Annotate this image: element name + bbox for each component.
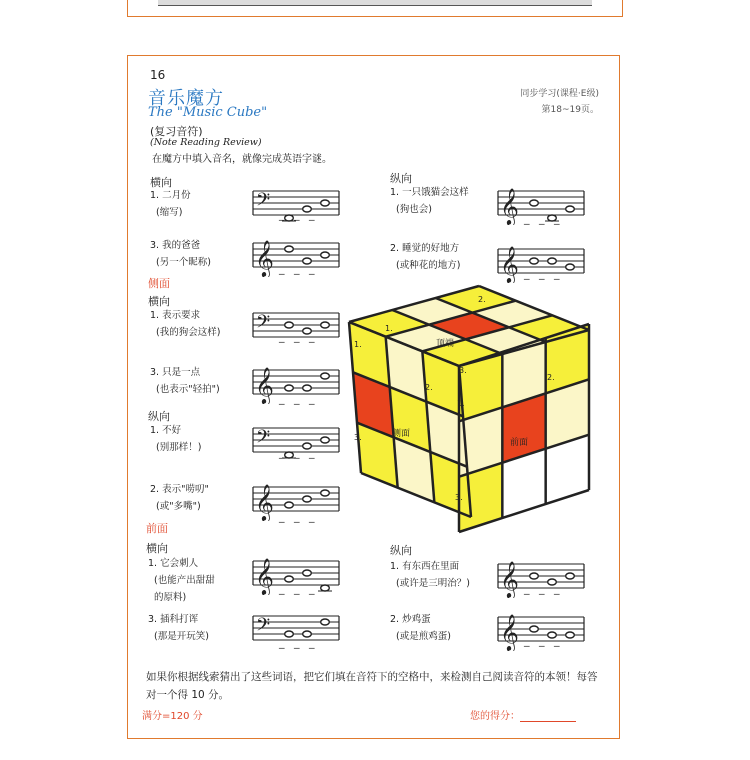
clue-top-down-2 [390, 240, 460, 274]
bass-clef-icon: 𝄢 [256, 615, 271, 640]
whole-note [285, 246, 294, 252]
clue-front-down-1 [390, 558, 470, 592]
clue-side-down-2 [150, 481, 209, 515]
clue-text: 睡觉的好地方 [402, 243, 460, 254]
clue-hint: (那是开玩笑) [154, 631, 209, 642]
answer-blanks[interactable]: _ _ _ [524, 212, 563, 225]
clue-text: 表示"唠叨" [162, 484, 209, 495]
whole-note [566, 573, 575, 579]
instruction: 在魔方中填入音名，就像完成英语字谜。 [152, 154, 332, 165]
clue-front-across-1 [148, 555, 215, 606]
cube-num-top-3: 3. [459, 366, 467, 375]
clue-front-down-2 [390, 611, 451, 645]
treble-clef-icon: 𝄞 [255, 557, 274, 595]
clue-hint: (或"多嘴") [156, 501, 201, 512]
your-score-field[interactable] [520, 711, 576, 722]
answer-blanks[interactable]: _ _ _ [279, 208, 318, 221]
clue-number: 2. [150, 484, 160, 495]
answer-blanks[interactable]: _ _ _ [524, 582, 563, 595]
top-down-heading: 纵向 [390, 172, 412, 185]
clue-number: 1. [390, 561, 400, 572]
clue-hint: (或是煎鸡蛋) [396, 631, 451, 642]
cube-left-label: 侧面 [391, 429, 411, 439]
answer-blanks[interactable]: _ _ _ [279, 446, 318, 459]
cube-num-side-3: 3. [354, 433, 362, 442]
whole-note [566, 632, 575, 638]
whole-note [548, 258, 557, 264]
clue-number: 1. [390, 187, 400, 198]
answer-blanks[interactable]: _ _ _ [524, 634, 563, 647]
previous-page-strip [158, 0, 592, 6]
clue-text: 它会刺人 [160, 558, 199, 569]
clue-text: 只是一点 [162, 367, 201, 378]
cube-num-front-3: 3. [455, 493, 463, 502]
side-section-title: 侧面 [148, 277, 170, 290]
clue-side-across-3 [150, 364, 220, 398]
clue-hint: (或种花的地方) [396, 260, 461, 271]
answer-blanks[interactable]: _ _ _ [279, 510, 318, 523]
page-reference: 第18~19页。 [541, 105, 599, 115]
your-score [470, 707, 576, 722]
whole-note [303, 496, 312, 502]
clue-number: 1. [150, 190, 160, 201]
your-score-label: 您的得分： [470, 711, 520, 722]
whole-note [303, 385, 312, 391]
treble-clef-icon: 𝄞 [255, 483, 274, 521]
cube-num-front-1: 1. [457, 399, 465, 408]
whole-note [321, 490, 330, 496]
scoring-instruction: 如果你根据线索猜出了这些词语，把它们填在音符下的空格中，来检测自己阅读音符的本领！每答对一个得 10 分。 [146, 671, 598, 701]
top-across-heading: 横向 [150, 176, 172, 189]
cube-right-label: 前面 [509, 438, 529, 448]
whole-note [566, 206, 575, 212]
clue-number: 1. [150, 310, 160, 321]
title-english: The "Music Cube" [148, 105, 268, 120]
bass-clef-icon: 𝄢 [256, 312, 271, 337]
answer-blanks[interactable]: _ _ _ [279, 582, 318, 595]
clue-top-across-3 [150, 237, 211, 271]
clue-number: 3. [150, 367, 160, 378]
full-score: 满分=120 分 [142, 711, 203, 722]
music-cube [347, 282, 593, 536]
clue-number: 2. [390, 614, 400, 625]
whole-note [530, 200, 539, 206]
treble-clef-icon: 𝄞 [500, 187, 519, 225]
worksheet-page [127, 55, 620, 739]
whole-note [530, 626, 539, 632]
cube-num-top-1: 1. [385, 324, 393, 333]
whole-note [530, 573, 539, 579]
front-down-heading: 纵向 [390, 544, 412, 557]
clue-hint: (也表示"轻拍") [156, 384, 220, 395]
course-reference: 同步学习(课程·E级) [520, 89, 599, 99]
subtitle-english: (Note Reading Review) [150, 137, 262, 148]
answer-blanks[interactable]: _ _ _ [279, 392, 318, 405]
cube-top-label: 顶端 [435, 339, 455, 349]
whole-note [321, 252, 330, 258]
whole-note [321, 200, 330, 206]
bass-clef-icon: 𝄢 [256, 190, 271, 215]
answer-blanks[interactable]: _ _ _ [279, 262, 318, 275]
treble-clef-icon: 𝄞 [255, 366, 274, 404]
clue-hint: (别那样！) [156, 442, 202, 453]
subtitle-chinese: (复习音符) [150, 125, 203, 138]
clue-top-across-1 [150, 187, 191, 221]
clue-hint: (也能产出甜甜 [154, 575, 215, 586]
cube-num-side-1: 1. [354, 340, 362, 349]
clue-text: 表示要求 [162, 310, 201, 321]
clue-hint: (狗也会) [396, 204, 432, 215]
page-number: 16 [150, 68, 166, 82]
clue-text: 一只饿猫会这样 [402, 187, 469, 198]
clue-hint: (我的狗会这样) [156, 327, 221, 338]
bass-clef-icon: 𝄢 [256, 427, 271, 452]
clue-text: 有东西在里面 [402, 561, 460, 572]
clue-number: 3. [148, 614, 158, 625]
side-across-heading: 横向 [148, 295, 170, 308]
answer-blanks[interactable]: _ _ _ [524, 267, 563, 280]
whole-note [566, 264, 575, 270]
whole-note [321, 437, 330, 443]
answer-blanks[interactable]: _ _ _ [279, 330, 318, 343]
treble-clef-icon: 𝄞 [255, 239, 274, 277]
clue-number: 1. [150, 425, 160, 436]
clue-text: 二月份 [162, 190, 191, 201]
front-across-heading: 横向 [146, 542, 168, 555]
whole-note [285, 385, 294, 391]
clue-hint: (缩写) [156, 207, 183, 218]
clue-number: 3. [150, 240, 160, 251]
clue-text: 不好 [162, 425, 182, 436]
front-section-title: 前面 [146, 522, 168, 535]
side-down-heading: 纵向 [148, 410, 170, 423]
whole-note [321, 322, 330, 328]
clue-side-across-1 [150, 307, 220, 341]
clue-top-down-1 [390, 184, 469, 218]
clue-number: 2. [390, 243, 400, 254]
whole-note [285, 322, 294, 328]
cube-num-side-2: 2. [425, 383, 433, 392]
clue-text: 我的爸爸 [162, 240, 201, 251]
clue-hint: 的原料) [154, 592, 187, 603]
clue-front-across-3 [148, 611, 209, 645]
clue-side-down-1 [150, 422, 201, 456]
treble-clef-icon: 𝄞 [500, 613, 519, 651]
clue-hint: (另一个昵称) [156, 257, 211, 268]
whole-note [285, 502, 294, 508]
whole-note [321, 619, 330, 625]
whole-note [303, 570, 312, 576]
whole-note [321, 373, 330, 379]
clue-text: 插科打诨 [160, 614, 199, 625]
treble-clef-icon: 𝄞 [500, 245, 519, 283]
clue-hint: (或许是三明治？) [396, 578, 470, 589]
whole-note [321, 585, 330, 591]
previous-page-fragment [127, 0, 623, 17]
clue-number: 1. [148, 558, 158, 569]
whole-note [530, 258, 539, 264]
treble-clef-icon: 𝄞 [500, 560, 519, 598]
answer-blanks[interactable]: _ _ _ [279, 636, 318, 649]
cube-num-top-2: 2. [478, 295, 486, 304]
title-chinese: 音乐魔方 [148, 88, 224, 109]
clue-text: 炒鸡蛋 [402, 614, 431, 625]
cube-num-front-2: 2. [547, 373, 555, 382]
